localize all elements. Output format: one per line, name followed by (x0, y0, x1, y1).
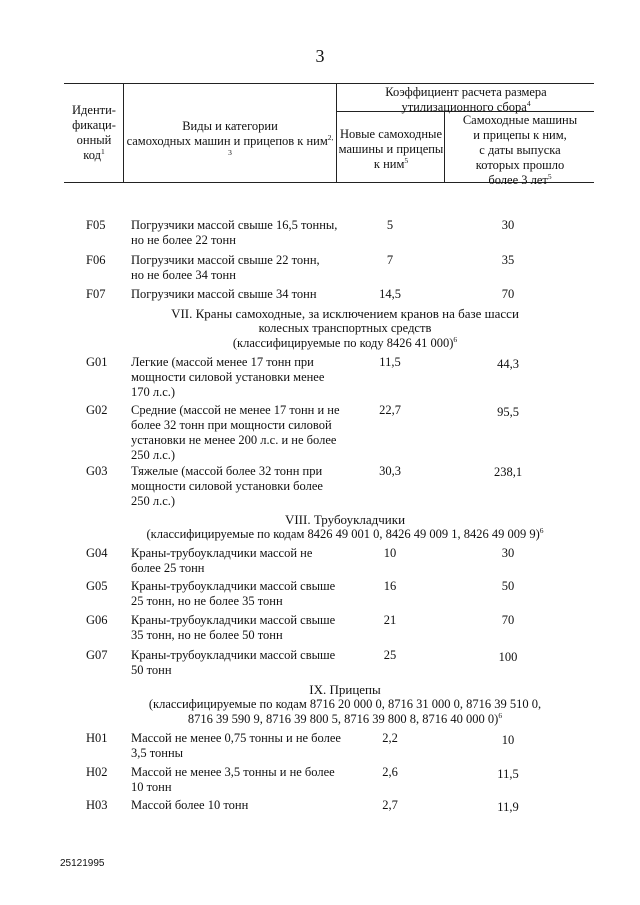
row-coef-new: 7 (386, 253, 394, 267)
row-code: G07 (86, 648, 108, 662)
row-code: G03 (86, 464, 108, 478)
row-name: Краны-трубоукладчики массой свыше 25 тонн, но не более 35 тонн (131, 579, 336, 608)
header-id-column: Иденти- фикаци- онный код$^1$ (72, 103, 116, 162)
row-name: Погрузчики массой свыше 22 тонн, но не более 34 тонн (131, 253, 320, 282)
row-code: F07 (86, 287, 106, 301)
header-divider-1 (123, 83, 124, 183)
row-code: G02 (86, 403, 108, 417)
row-code: G01 (86, 355, 108, 369)
header-old-column: Самоходные машины и прицепы к ним, с даты выпуска которых прошло более 3 лет$^5$ (462, 113, 578, 187)
row-name: Погрузчики массой свыше 16,5 тонны, но не более 22 тонн (131, 218, 338, 247)
row-name: Тяжелые (массой более 32 тонн при мощности силовой установки более 250 л.с.) (131, 464, 323, 508)
row-coef-old: 30 (501, 218, 515, 232)
row-coef-old: 30 (501, 546, 515, 560)
row-coef-old: 70 (501, 613, 515, 627)
row-coef-old: 95,5 (497, 405, 519, 419)
header-new-column: Новые самоходные машины и прицепы к ним$^5$ (338, 127, 444, 171)
header-divider-3 (444, 111, 445, 183)
document-footer-code: 25121995 (60, 858, 105, 869)
section-heading-viii: VIII. Трубоукладчики (классифицируемые по кодам 8426 49 001 0, 8426 49 009 1, 8426 49 009 9)$^6$ (146, 512, 544, 541)
header-top-rule (64, 83, 594, 84)
row-coef-new: 10 (383, 546, 397, 560)
row-name: Массой более 10 тонн (131, 798, 249, 812)
row-code: G06 (86, 613, 108, 627)
row-coef-new: 2,2 (382, 731, 398, 745)
row-coef-old: 238,1 (493, 465, 523, 479)
row-name: Краны-трубоукладчики массой свыше 50 тонн (131, 648, 336, 677)
row-code: F05 (86, 218, 106, 232)
row-coef-new: 5 (386, 218, 394, 232)
section-heading-ix: IX. Прицепы (классифицируемые по кодам 8716 20 000 0, 8716 31 000 0, 8716 39 510 0, 8716 39 590 9, 8716 39 800 5, 8716 39 800 8, 8716 40 000 0)$^6$ (148, 682, 542, 726)
row-name: Средние (массой не менее 17 тонн и не более 32 тонн при мощности силовой установки не менее 200 л.с. и не более 250 л.с.) (131, 403, 340, 462)
row-coef-new: 21 (383, 613, 397, 627)
row-coef-new: 2,7 (382, 798, 398, 812)
row-name: Краны-трубоукладчики массой свыше 35 тонн, но не более 50 тонн (131, 613, 336, 642)
row-coef-old: 10 (501, 733, 515, 747)
header-type-column: Виды и категории самоходных машин и прицепов к ним$^{2, 3}$ (126, 119, 334, 157)
row-coef-old: 35 (501, 253, 515, 267)
row-coef-new: 2,6 (382, 765, 398, 779)
row-coef-new: 30,3 (379, 464, 401, 478)
row-code: H01 (86, 731, 108, 745)
row-coef-old: 100 (498, 650, 518, 664)
row-name: Массой не менее 3,5 тонны и не более 10 тонн (131, 765, 335, 794)
row-coef-old: 11,5 (497, 767, 519, 781)
row-code: F06 (86, 253, 106, 267)
row-code: G05 (86, 579, 108, 593)
row-name: Краны-трубоукладчики массой не более 25 тонн (131, 546, 313, 575)
row-name: Легкие (массой менее 17 тонн при мощности силовой установки менее 170 л.с.) (131, 355, 325, 399)
row-code: H03 (86, 798, 108, 812)
row-coef-new: 11,5 (379, 355, 401, 369)
section-heading-vii: VII. Краны самоходные, за исключением кранов на базе шасси колесных транспортных средств (классифицируемые по коду 8426 41 000)$^6$ (171, 306, 519, 350)
row-code: H02 (86, 765, 108, 779)
row-coef-old: 11,9 (497, 800, 519, 814)
row-name: Погрузчики массой свыше 34 тонн (131, 287, 317, 301)
header-coefficient-group: Коэффициент расчета размера утилизационного сбора$^4$ (385, 85, 547, 114)
row-coef-new: 14,5 (379, 287, 401, 301)
header-divider-2 (336, 83, 337, 183)
row-coef-new: 25 (383, 648, 397, 662)
row-code: G04 (86, 546, 108, 560)
row-name: Массой не менее 0,75 тонны и не более 3,5 тонны (131, 731, 341, 760)
row-coef-new: 22,7 (379, 403, 401, 417)
page-number: 3 (315, 46, 325, 66)
row-coef-old: 50 (501, 579, 515, 593)
row-coef-old: 70 (501, 287, 515, 301)
row-coef-old: 44,3 (497, 357, 519, 371)
row-coef-new: 16 (383, 579, 397, 593)
